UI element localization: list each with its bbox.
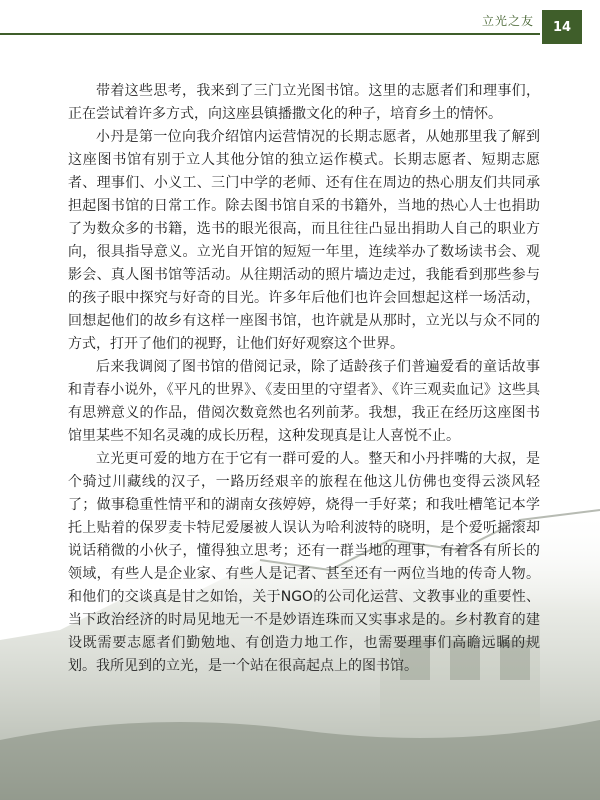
article-body <box>68 80 540 678</box>
paragraph-2: 小丹是第一位向我介绍馆内运营情况的长期志愿者，从她那里我了解到这座图书馆有别于立人其他分馆的独立运作模式。长期志愿者、短期志愿者、理事们、小义工、三门中学的老师、还有住在周边的热心朋友们共同承担起图书馆的日常工作。除去图书馆自采的书籍外，当地的热心人士也捐助了为数众多的书籍，选书的眼光很高，而且往往凸显出捐助人自己的职业方向，很具指导意义。立光自开馆的短短一年里，连续举办了数场读书会、观影会、真人图书馆等活动。从往期活动的照片墙边走过，我能看到那些参与的孩子眼中探究与好奇的目光。许多年后他们也许会回想起这样一场活动，回想起他们的故乡有这样一座图书馆，也许就是从那时，立光以与众不同的方式，打开了他们的视野，让他们好好观察这个世界。 <box>68 129 540 352</box>
header-title: 立光之友 <box>481 14 534 28</box>
paragraph-4: 立光更可爱的地方在于它有一群可爱的人。整天和小丹拌嘴的大叔，是个骑过川藏线的汉子，一路历经艰辛的旅程在他这儿仿佛也变得云淡风轻了；做事稳重性情平和的湖南女孩婷婷，烧得一手好菜；和我吐槽笔记本学托上贴着的保罗麦卡特尼爱屡被人误认为哈利波特的晓明，是个爱听摇滚却说话稍微的小伙子，懂得独立思考；还有一群当地的理事，有着各有所长的领域，有些人是企业家、有些人是记者、甚至还有一两位当地的传奇人物。和他们的交谈真是甘之如饴，关于NGO的公司化运营、文教事业的重要性、当下政治经济的时局见地无一不是妙语连珠而又实事求是的。乡村教育的建设既需要志愿者们勤勉地、有创造力地工作，也需要理事们高瞻远瞩的规划。我所见到的立光，是一个站在很高起点上的图书馆。 <box>68 451 540 674</box>
page-number-badge: 14 <box>542 10 582 44</box>
header-rule <box>0 33 540 35</box>
paragraph-3: 后来我调阅了图书馆的借阅记录，除了适龄孩子们普遍爱看的童话故事和青春小说外，《平凡的世界》、《麦田里的守望者》、《许三观卖血记》这些具有思辨意义的作品，借阅次数竟然也名列前茅。我想，我正在经历这座图书馆里某些不知名灵魂的成长历程，这种发现真是让人喜悦不止。 <box>68 359 540 444</box>
paragraph-1: 带着这些思考，我来到了三门立光图书馆。这里的志愿者们和理事们，正在尝试着许多方式，向这座县镇播撒文化的种子，培育乡土的情怀。 <box>68 83 540 122</box>
